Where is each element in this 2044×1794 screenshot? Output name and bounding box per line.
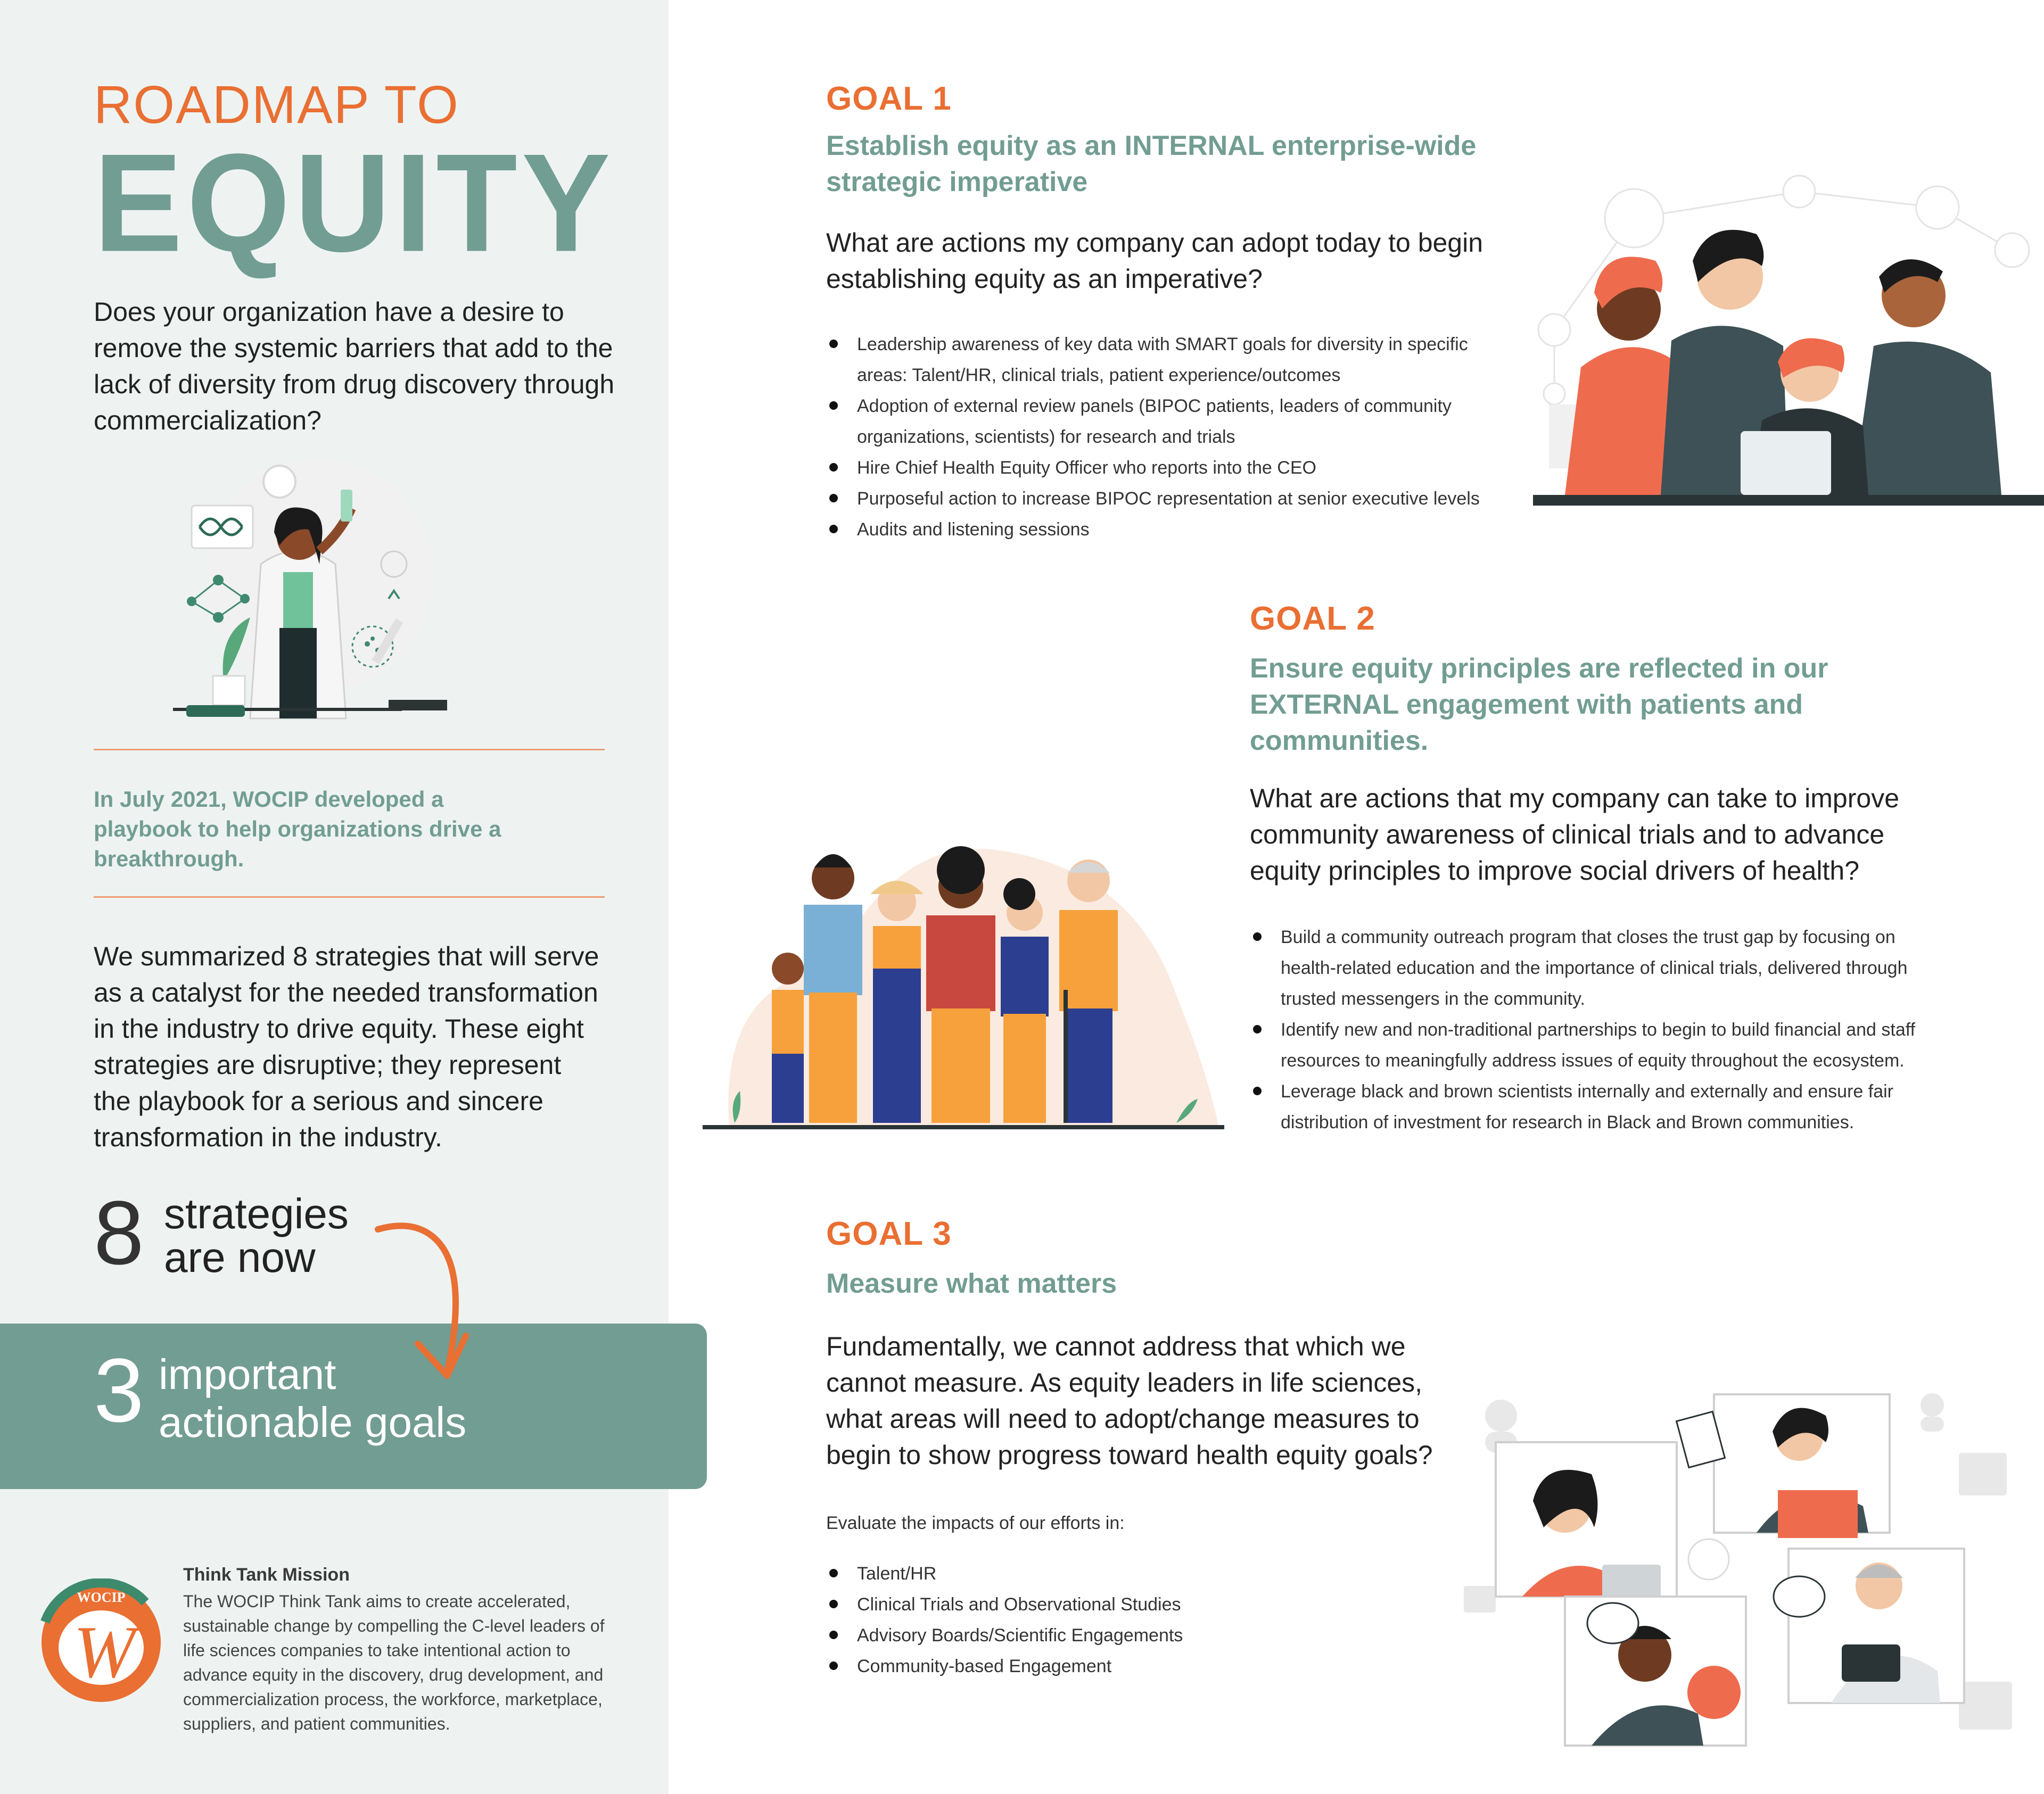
wocip-logo bbox=[37, 1578, 165, 1706]
list-item: Purposeful action to increase BIPOC representation at senior executive levels bbox=[826, 483, 1497, 514]
list-item: Adoption of external review panels (BIPOC patients, leaders of community organizations, scientists) for research and trials bbox=[826, 391, 1497, 452]
logo-text: WOCIP bbox=[77, 1590, 126, 1605]
list-item: Advisory Boards/Scientific Engagements bbox=[826, 1620, 1465, 1651]
title-roadmap: ROADMAP TO bbox=[94, 75, 459, 135]
mission-text: The WOCIP Think Tank aims to create accelerated, sustainable change by compelling the C-level leaders of life sciences companies to take intentional action to advance equity in the discovery, drug development, and commercialization process, the workforce, marketplace, suppliers, and patient communities. bbox=[183, 1592, 605, 1733]
scientist-illustration bbox=[160, 458, 458, 734]
list-item: Build a community outreach program that closes the trust gap by focusing on health-related education and the importance of clinical trials, delivered through trusted messengers in the community. bbox=[1250, 922, 1942, 1014]
strategies-label-line2: are now bbox=[164, 1234, 316, 1281]
goals-label-line2: actionable goals bbox=[159, 1399, 467, 1446]
list-item: Identify new and non-traditional partnerships to begin to build financial and staff resources to meaningfully address issues of equity throughout the ecosystem. bbox=[1250, 1014, 1942, 1076]
video-call-illustration bbox=[1458, 1373, 2023, 1756]
divider-top bbox=[94, 749, 605, 750]
list-item: Leverage black and brown scientists internally and externally and ensure fair distribution of investment for research in Black and Brown communities. bbox=[1250, 1076, 1942, 1138]
strategies-count: 8 bbox=[94, 1183, 144, 1284]
title-equity: EQUITY bbox=[94, 125, 615, 281]
strategies-label bbox=[164, 1192, 349, 1279]
team-meeting-illustration bbox=[1533, 170, 2044, 522]
goal-2-label: GOAL 2 bbox=[1250, 600, 1375, 637]
list-item: Clinical Trials and Observational Studies bbox=[826, 1589, 1465, 1620]
goal-2-subtitle: Ensure equity principles are reflected in our EXTERNAL engagement with patients and communities. bbox=[1250, 653, 1828, 756]
list-item: Leadership awareness of key data with SMART goals for diversity in specific areas: Talent/HR, clinical trials, patient experience/outcomes bbox=[826, 329, 1497, 391]
list-item: Talent/HR bbox=[826, 1558, 1465, 1589]
mission-title: Think Tank Mission bbox=[183, 1565, 350, 1585]
goal-3-subtitle: Measure what matters bbox=[826, 1268, 1117, 1299]
intro-question: Does your organization have a desire to remove the systemic barriers that add to the lack of diversity from drug discovery through commercialization? bbox=[94, 297, 615, 435]
goals-label-line1: important bbox=[159, 1351, 336, 1398]
list-item: Audits and listening sessions bbox=[826, 514, 1497, 545]
strategies-label-line1: strategies bbox=[164, 1190, 349, 1237]
summary-text: We summarized 8 strategies that will serve as a catalyst for the needed transformation in the industry to drive equity. These eight strategies are disruptive; they represent the playbook for a serious and sincere transformation in the industry. bbox=[94, 941, 599, 1152]
goal-3-bullets bbox=[826, 1558, 1465, 1682]
goal-3-question: Fundamentally, we cannot address that which we cannot measure. As equity leaders in life sciences, what areas will need to adopt/change measures to begin to show progress toward health equity goals? bbox=[826, 1332, 1433, 1470]
goal-2-question: What are actions that my company can take to improve community awareness of clinical trials and to advance equity principles to improve social drivers of health? bbox=[1250, 783, 1899, 886]
divider-bottom bbox=[94, 896, 605, 898]
list-item: Community-based Engagement bbox=[826, 1651, 1465, 1682]
goal-1-question: What are actions my company can adopt today to begin establishing equity as an imperative? bbox=[826, 228, 1483, 294]
goals-count: 3 bbox=[94, 1340, 144, 1441]
goal-1-label: GOAL 1 bbox=[826, 80, 952, 117]
goal-3-intro: Evaluate the impacts of our efforts in: bbox=[826, 1513, 1125, 1533]
curved-arrow-icon bbox=[367, 1208, 495, 1384]
playbook-note: In July 2021, WOCIP developed a playbook to help organizations drive a breakthrough. bbox=[94, 787, 501, 871]
community-group-illustration bbox=[697, 809, 1230, 1139]
goal-1-subtitle: Establish equity as an INTERNAL enterprise-wide strategic imperative bbox=[826, 130, 1477, 197]
goal-3-label: GOAL 3 bbox=[826, 1216, 952, 1252]
logo-letter: W bbox=[73, 1611, 136, 1693]
list-item: Hire Chief Health Equity Officer who reports into the CEO bbox=[826, 452, 1497, 483]
goal-1-bullets bbox=[826, 329, 1497, 545]
goal-2-bullets bbox=[1250, 922, 1942, 1138]
